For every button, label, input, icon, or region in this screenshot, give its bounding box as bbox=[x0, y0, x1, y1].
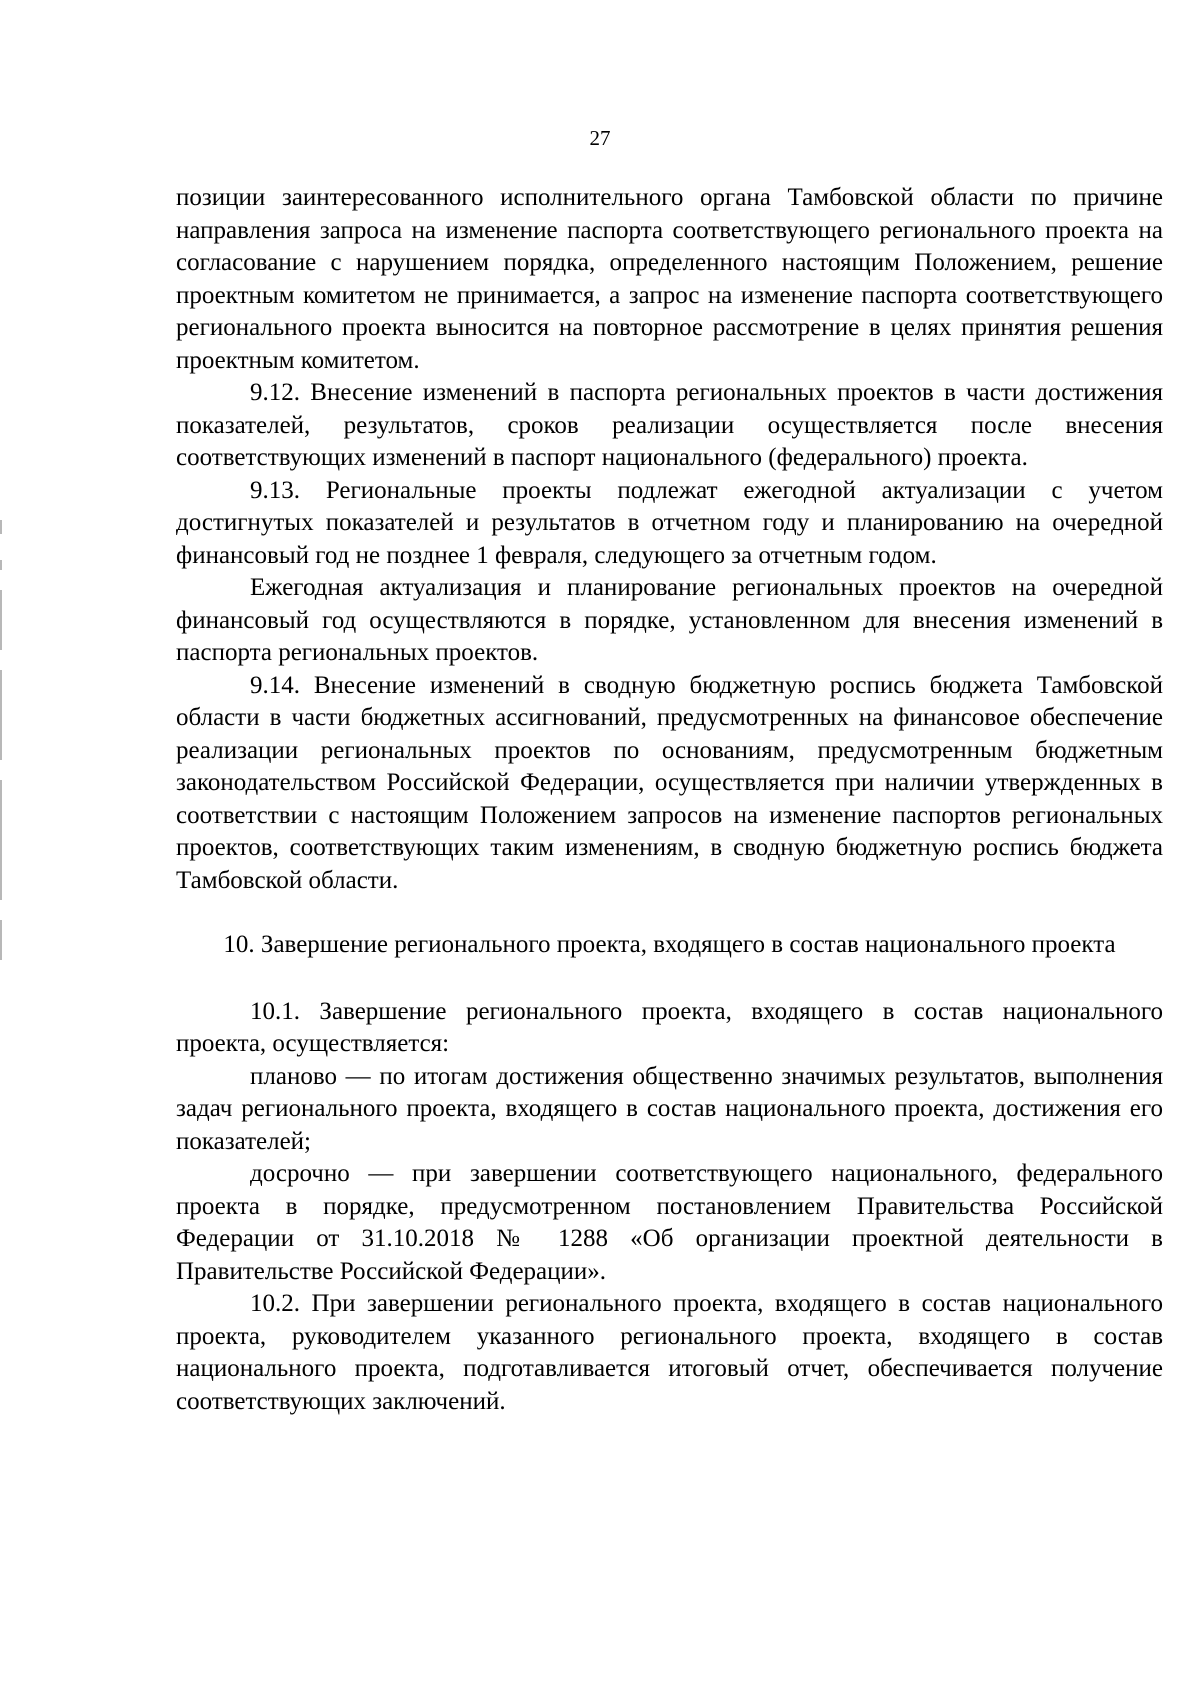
paragraph-10-1: 10.1. Завершение регионального проекта, входящего в состав национального проекта, осуществляется: bbox=[176, 997, 1163, 1057]
scan-binding-marks bbox=[0, 520, 6, 980]
paragraph-9-13: 9.13. Региональные проекты подлежат ежегодной актуализации с учетом достигнутых показателей и результатов в отчетном году и планированию на очередной финансовый год не позднее 1 февраля, следующего за отчетным годом. bbox=[176, 476, 1163, 569]
paragraph-9-14: 9.14. Внесение изменений в сводную бюджетную роспись бюджета Тамбовской области в части бюджетных ассигнований, предусмотренных на финансовое обеспечение реализации региональных проектов по основаниям, предусмотренным бюджетным законодательством Российской Федерации, осуществляется при наличии утвержденных в соответствии с настоящим Положением запросов на изменение паспортов региональных проектов, соответствующих таким изменениям, в сводную бюджетную роспись бюджета Тамбовской области. bbox=[176, 671, 1163, 894]
paragraph-continuation: позиции заинтересованного исполнительного органа Тамбовской области по причине направления запроса на изменение паспорта соответствующего регионального проекта на согласование с нарушением порядка, определенного настоящим Положением, решение проектным комитетом не принимается, а запрос на изменение паспорта соответствующего регионального проекта выносится на повторное рассмотрение в целях принятия решения проектным комитетом. bbox=[176, 184, 1163, 374]
section-heading-10: 10. Завершение регионального проекта, входящего в состав национального проекта bbox=[223, 931, 1116, 958]
paragraph-planned: планово — по итогам достижения общественно значимых результатов, выполнения задач регионального проекта, входящего в состав национального проекта, достижения его показателей; bbox=[176, 1062, 1163, 1155]
paragraph-10-2: 10.2. При завершении регионального проекта, входящего в состав национального проекта, руководителем указанного регионального проекта, входящего в состав национального проекта, подготавливается итоговый отчет, обеспечивается получение соответствующих заключений. bbox=[176, 1290, 1163, 1415]
page-number: 27 bbox=[589, 126, 611, 150]
document-body bbox=[176, 182, 1163, 1418]
paragraph-9-12: 9.12. Внесение изменений в паспорта региональных проектов в части достижения показателей, результатов, сроков реализации осуществляется после внесения соответствующих изменений в паспорт национального (федерального) проекта. bbox=[176, 379, 1163, 471]
paragraph-early: досрочно — при завершении соответствующего национального, федерального проекта в порядке, предусмотренном постановлением Правительства Российской Федерации от 31.10.2018 № 1288 «Об организации проектной деятельности в Правительстве Российской Федерации». bbox=[176, 1160, 1163, 1285]
paragraph-annual-update: Ежегодная актуализация и планирование региональных проектов на очередной финансовый год осуществляются в порядке, установленном для внесения изменений в паспорта региональных проектов. bbox=[176, 574, 1163, 666]
